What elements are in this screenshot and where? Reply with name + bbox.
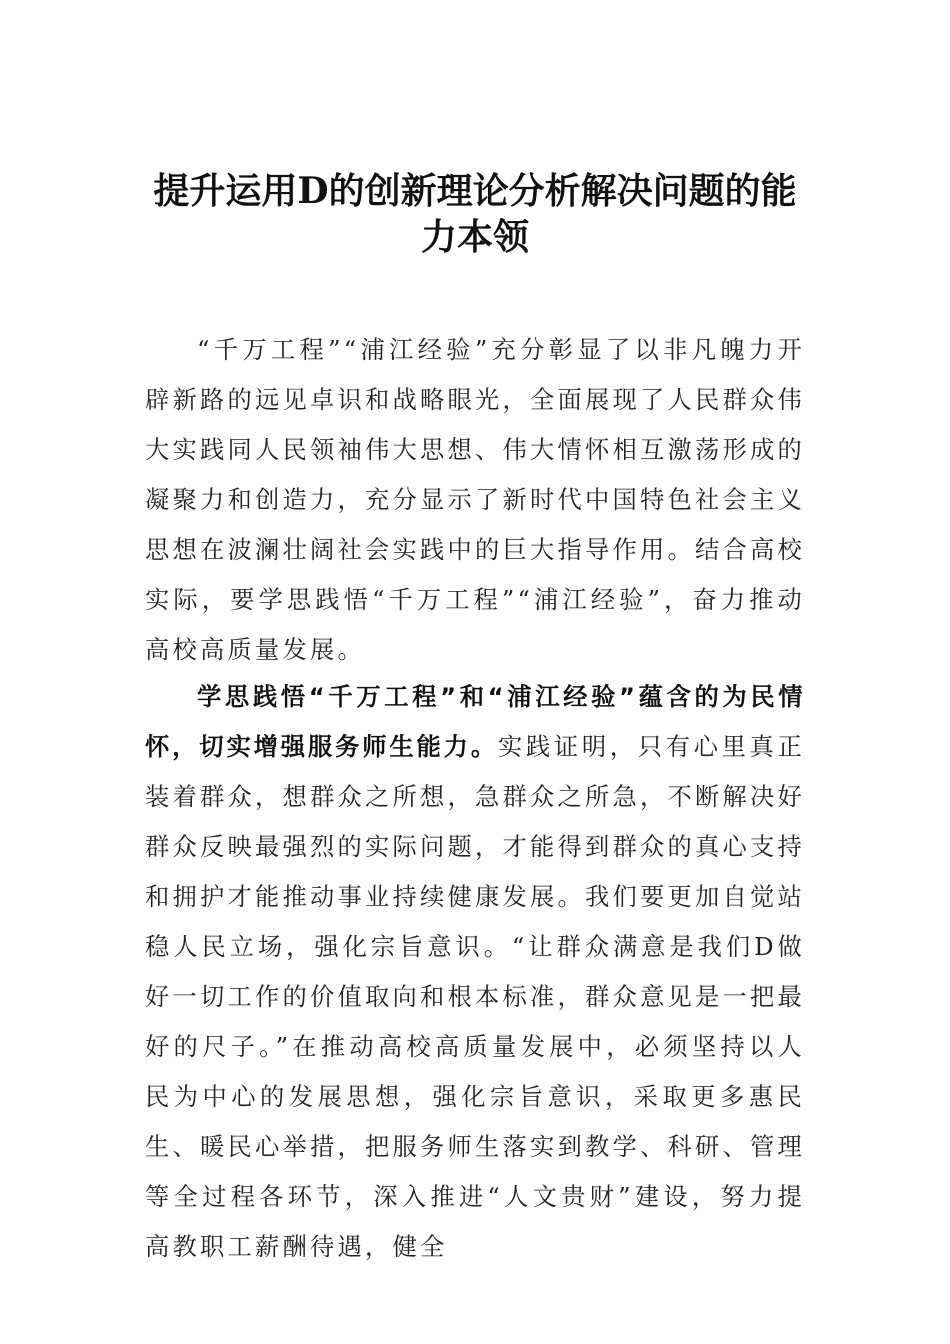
document-title: 提升运用D的创新理论分析解决问题的能力本领	[153, 170, 797, 258]
paragraph-2	[145, 672, 805, 1272]
paragraph-2-lead-sentence: 学思践悟“千万工程”和“浦江经验”蕴含的为民情怀，切实增强服务师生能力。	[145, 682, 805, 761]
paragraph-1-text: “千万工程”“浦江经验”充分彰显了以非凡魄力开辟新路的远见卓识和战略眼光，全面展现了人民群众伟大实践同人民领袖伟大思想、伟大情怀相互激荡形成的凝聚力和创造力，充分显示了新时代中国特色社会主义思想在波澜壮阔社会实践中的巨大指导作用。结合高校实际，要学思践悟“千万工程”“浦江经验”，奋力推动高校高质量发展。	[145, 335, 805, 664]
paragraph-2-text: 实践证明，只有心里真正装着群众，想群众之所想，急群众之所急，不断解决好群众反映最强烈的实际问题，才能得到群众的真心支持和拥护才能推动事业持续健康发展。我们要更加自觉站稳人民立场，强化宗旨意识。“让群众满意是我们D做好一切工作的价值取向和根本标准，群众意见是一把最好的尺子。”在推动高校高质量发展中，必须坚持以人民为中心的发展思想，强化宗旨意识，采取更多惠民生、暖民心举措，把服务师生落实到教学、科研、管理等全过程各环节，深入推进“人文贵财”建设，努力提高教职工薪酬待遇，健全	[145, 732, 806, 1261]
paragraph-1	[145, 325, 805, 675]
